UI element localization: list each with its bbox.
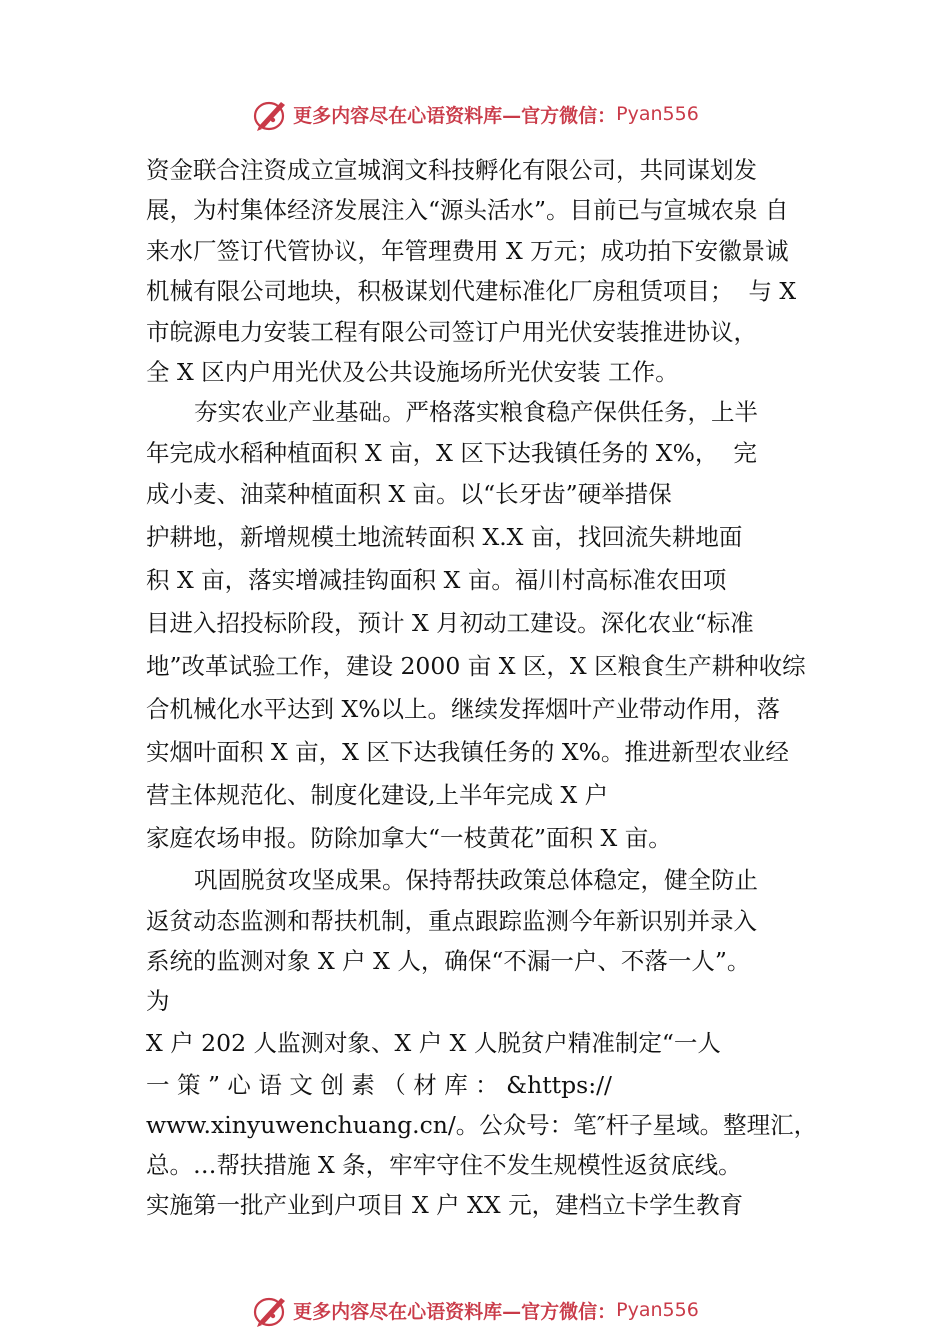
body-line: 总。…帮扶措施 X 条，牢牢守住不发生规模性返贫底线。 — [146, 1150, 742, 1179]
header-wechat-id: Pyan556 — [616, 103, 699, 125]
pen-logo-icon — [251, 96, 291, 132]
body-line: 展，为村集体经济发展注入“源头活水”。目前已与宣城农泉 自 — [146, 196, 789, 225]
body-line: www.xinyuwenchuang.cn/。公众号：笔″杆子星域。整理汇， — [146, 1110, 818, 1139]
paragraph-start-line: 夯实农业产业基础。严格落实粮食稳产保供任务，上半 — [194, 398, 758, 427]
body-line: 积 X 亩，落实增减挂钩面积 X 亩。福川村高标准农田项 — [146, 566, 727, 595]
footer-slogan: 更多内容尽在心语资料库—官方微信： — [293, 1300, 617, 1323]
body-line: 市皖源电力安装工程有限公司签订户用光伏安装推进协议， — [146, 317, 757, 346]
body-line: 实烟叶面积 X 亩，X 区下达我镇任务的 X%。推进新型农业经 — [146, 738, 789, 767]
body-line: 返贫动态监测和帮扶机制，重点跟踪监测今年新识别并录入 — [146, 906, 757, 935]
body-line: 为 — [146, 987, 170, 1016]
body-line: 实施第一批产业到户项目 X 户 XX 元，建档立卡学生教育 — [146, 1190, 744, 1219]
body-line: 机械有限公司地块，积极谋划代建标准化厂房租赁项目； 与 X — [146, 277, 797, 306]
body-line: 家庭农场申报。防除加拿大“一枝黄花”面积 X 亩。 — [146, 824, 672, 853]
header-slogan: 更多内容尽在心语资料库—官方微信： — [293, 104, 617, 127]
body-line: 地”改革试验工作，建设 2000 亩 X 区，X 区粮食生产耕种收综 — [146, 652, 806, 681]
paragraph-start-line: 巩固脱贫攻坚成果。保持帮扶政策总体稳定，健全防止 — [194, 866, 758, 895]
body-line: 资金联合注资成立宣城润文科技孵化有限公司，共同谋划发 — [146, 156, 757, 184]
body-line: 系统的监测对象 X 户 X 人，确保“不漏一户、不落一人”。 — [146, 946, 751, 975]
body-line: 营主体规范化、制度化建设,上半年完成 X 户 — [146, 781, 609, 810]
document-body — [146, 150, 836, 1225]
body-line: 成小麦、油菜种植面积 X 亩。以“长牙齿”硬举措保 — [146, 480, 672, 509]
footer-wechat-id: Pyan556 — [616, 1299, 699, 1321]
header-banner — [0, 94, 950, 134]
body-line: 目进入招投标阶段，预计 X 月初动工建设。深化农业“标准 — [146, 609, 754, 638]
body-line: 全 X 区内户用光伏及公共设施场所光伏安装 工作。 — [146, 357, 679, 386]
body-line: X 户 202 人监测对象、X 户 X 人脱贫户精准制定“一人 — [146, 1028, 721, 1057]
body-line: 一 策 ” 心 语 文 创 素 （ 材 库 ： &https:// — [146, 1070, 612, 1099]
pen-logo-icon — [251, 1292, 291, 1328]
body-line: 年完成水稻种植面积 X 亩，X 区下达我镇任务的 X%， 完 — [146, 438, 757, 467]
body-line: 合机械化水平达到 X%以上。继续发挥烟叶产业带动作用，落 — [146, 695, 781, 724]
footer-banner — [0, 1290, 950, 1330]
body-line: 来水厂签订代管协议，年管理费用 X 万元；成功拍下安徽景诚 — [146, 236, 789, 265]
body-line: 护耕地，新增规模土地流转面积 X.X 亩，找回流失耕地面 — [146, 523, 743, 552]
